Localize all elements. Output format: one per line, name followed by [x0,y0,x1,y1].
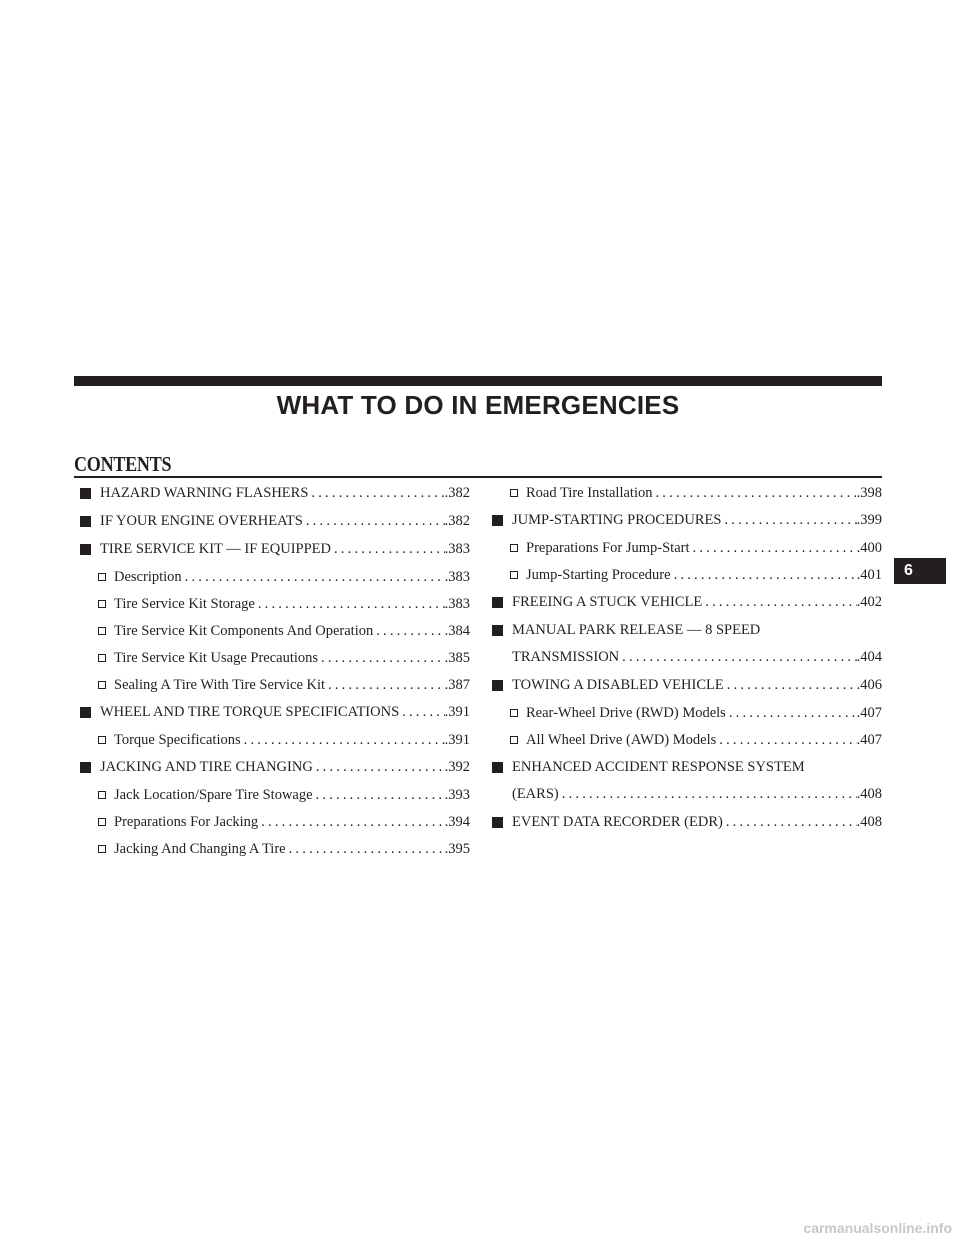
toc-page-number: .391 [444,704,470,720]
toc-entry-title: TOWING A DISABLED VEHICLE [512,677,724,693]
dot-leader [241,727,445,754]
hollow-square-bullet-icon [510,571,518,579]
dot-leader [313,782,445,809]
dot-leader [182,564,445,591]
toc-page-number: .400 [856,540,882,556]
square-bullet-icon [492,515,503,526]
toc-sub-entry[interactable] [80,836,470,863]
toc-main-entry[interactable] [80,536,470,563]
toc-entry-title: Tire Service Kit Components And Operation [114,623,374,639]
dot-leader [702,589,856,616]
toc-page-number: .401 [856,567,882,583]
dot-leader [690,535,857,562]
toc-page-number: .404 [856,649,882,665]
dot-leader [399,699,444,726]
square-bullet-icon [492,680,503,691]
dot-leader [721,507,856,534]
toc-sub-entry[interactable] [492,535,882,562]
square-bullet-icon [80,762,91,773]
toc-sub-entry[interactable] [80,564,470,591]
chapter-title: WHAT TO DO IN EMERGENCIES [276,390,680,420]
toc-page-number: .391 [444,732,470,748]
toc-page-number: .402 [856,594,882,610]
toc-main-entry[interactable] [492,617,882,671]
toc-main-entry[interactable] [492,672,882,699]
toc-page-number: .408 [856,786,882,802]
toc-page-number: .382 [444,485,470,501]
dot-leader [318,645,445,672]
toc-main-entry[interactable] [492,754,882,808]
toc-entry-title: Preparations For Jump-Start [526,540,690,556]
toc-sub-entry[interactable] [492,700,882,727]
toc-sub-entry[interactable] [80,618,470,645]
toc-entry-title: MANUAL PARK RELEASE — 8 SPEED [512,622,761,638]
toc-page-number: .385 [444,650,470,666]
toc-entry-title: Torque Specifications [114,732,241,748]
toc-sub-entry[interactable] [80,727,470,754]
toc-page-number: .406 [856,677,882,693]
toc-entry-title: Jacking And Changing A Tire [114,841,286,857]
toc-entry-title: (EARS) [512,786,559,802]
dot-leader [325,672,445,699]
toc-entry-title: Rear-Wheel Drive (RWD) Models [526,705,726,721]
toc-entry-title: WHEEL AND TIRE TORQUE SPECIFICATIONS [100,704,400,720]
dot-leader [286,836,445,863]
hollow-square-bullet-icon [98,736,106,744]
toc-page-number: .408 [856,814,882,830]
hollow-square-bullet-icon [510,489,518,497]
toc-entry-title: HAZARD WARNING FLASHERS [100,485,309,501]
toc-main-entry[interactable] [80,480,470,507]
hollow-square-bullet-icon [510,736,518,744]
chapter-tab-marker: 6 [894,558,946,584]
toc-main-entry[interactable] [492,809,882,836]
hollow-square-bullet-icon [98,818,106,826]
toc-entry-title: Jack Location/Spare Tire Stowage [114,787,313,803]
toc-sub-entry[interactable] [80,645,470,672]
square-bullet-icon [80,516,91,527]
toc-sub-entry[interactable] [492,480,882,507]
toc-sub-entry[interactable] [80,809,470,836]
toc-main-entry[interactable] [492,507,882,534]
contents-column-right [492,480,882,837]
hollow-square-bullet-icon [98,845,106,853]
toc-page-number: .398 [856,485,882,501]
hollow-square-bullet-icon [98,573,106,581]
dot-leader [313,754,445,781]
hollow-square-bullet-icon [98,654,106,662]
dot-leader [373,618,444,645]
contents-column-left [80,480,470,863]
toc-entry-title: IF YOUR ENGINE OVERHEATS [100,513,303,529]
toc-entry-title: ENHANCED ACCIDENT RESPONSE SYSTEM [512,759,805,775]
toc-page-number: .383 [444,569,470,585]
square-bullet-icon [80,707,91,718]
toc-entry-title: TIRE SERVICE KIT — IF EQUIPPED [100,541,331,557]
hollow-square-bullet-icon [98,627,106,635]
dot-leader [724,672,857,699]
toc-page-number: .383 [444,541,470,557]
square-bullet-icon [80,488,91,499]
hollow-square-bullet-icon [98,600,106,608]
toc-entry-title: TRANSMISSION [512,649,620,665]
toc-entry-title: Tire Service Kit Storage [114,596,255,612]
hollow-square-bullet-icon [98,791,106,799]
dot-leader [303,508,445,535]
dot-leader [723,809,857,836]
toc-sub-entry[interactable] [80,782,470,809]
dot-leader [331,536,445,563]
toc-page-number: .394 [444,814,470,830]
square-bullet-icon [492,625,503,636]
dot-leader [258,809,444,836]
square-bullet-icon [492,597,503,608]
dot-leader [308,480,444,507]
toc-entry-title: JUMP-STARTING PROCEDURES [512,512,722,528]
toc-entry-title: Road Tire Installation [526,485,653,501]
toc-main-entry[interactable] [492,589,882,616]
toc-entry-title: Jump-Starting Procedure [526,567,671,583]
toc-entry-title: EVENT DATA RECORDER (EDR) [512,814,723,830]
dot-leader [671,562,857,589]
toc-main-entry[interactable] [80,699,470,726]
toc-entry-title: FREEING A STUCK VEHICLE [512,594,703,610]
chapter-top-rule [74,376,882,386]
dot-leader [652,480,856,507]
toc-page-number: .395 [444,841,470,857]
square-bullet-icon [80,544,91,555]
toc-main-entry[interactable] [80,754,470,781]
dot-leader [726,700,857,727]
hollow-square-bullet-icon [510,709,518,717]
toc-page-number: .384 [444,623,470,639]
hollow-square-bullet-icon [510,544,518,552]
toc-sub-entry[interactable] [80,672,470,699]
toc-page-number: .407 [856,732,882,748]
toc-page-number: .392 [444,759,470,775]
contents-heading: CONTENTS [74,452,172,476]
contents-rule [74,476,882,478]
dot-leader [619,644,856,671]
toc-entry-title: JACKING AND TIRE CHANGING [100,759,313,775]
toc-page-number: .387 [444,677,470,693]
dot-leader [255,591,445,618]
toc-page-number: .383 [444,596,470,612]
toc-main-entry[interactable] [80,508,470,535]
toc-entry-title: All Wheel Drive (AWD) Models [526,732,717,748]
toc-sub-entry[interactable] [492,562,882,589]
square-bullet-icon [492,762,503,773]
square-bullet-icon [492,817,503,828]
hollow-square-bullet-icon [98,681,106,689]
toc-page-number: .407 [856,705,882,721]
watermark: carmanualsonline.info [803,1220,952,1236]
toc-entry-title: Tire Service Kit Usage Precautions [114,650,319,666]
toc-entry-title: Sealing A Tire With Tire Service Kit [114,677,326,693]
toc-page-number: .382 [444,513,470,529]
toc-sub-entry[interactable] [80,591,470,618]
toc-page-number: .393 [444,787,470,803]
toc-page-number: .399 [856,512,882,528]
dot-leader [716,727,856,754]
toc-entry-title: Description [114,569,182,585]
toc-entry-title: Preparations For Jacking [114,814,259,830]
toc-sub-entry[interactable] [492,727,882,754]
dot-leader [559,781,857,808]
